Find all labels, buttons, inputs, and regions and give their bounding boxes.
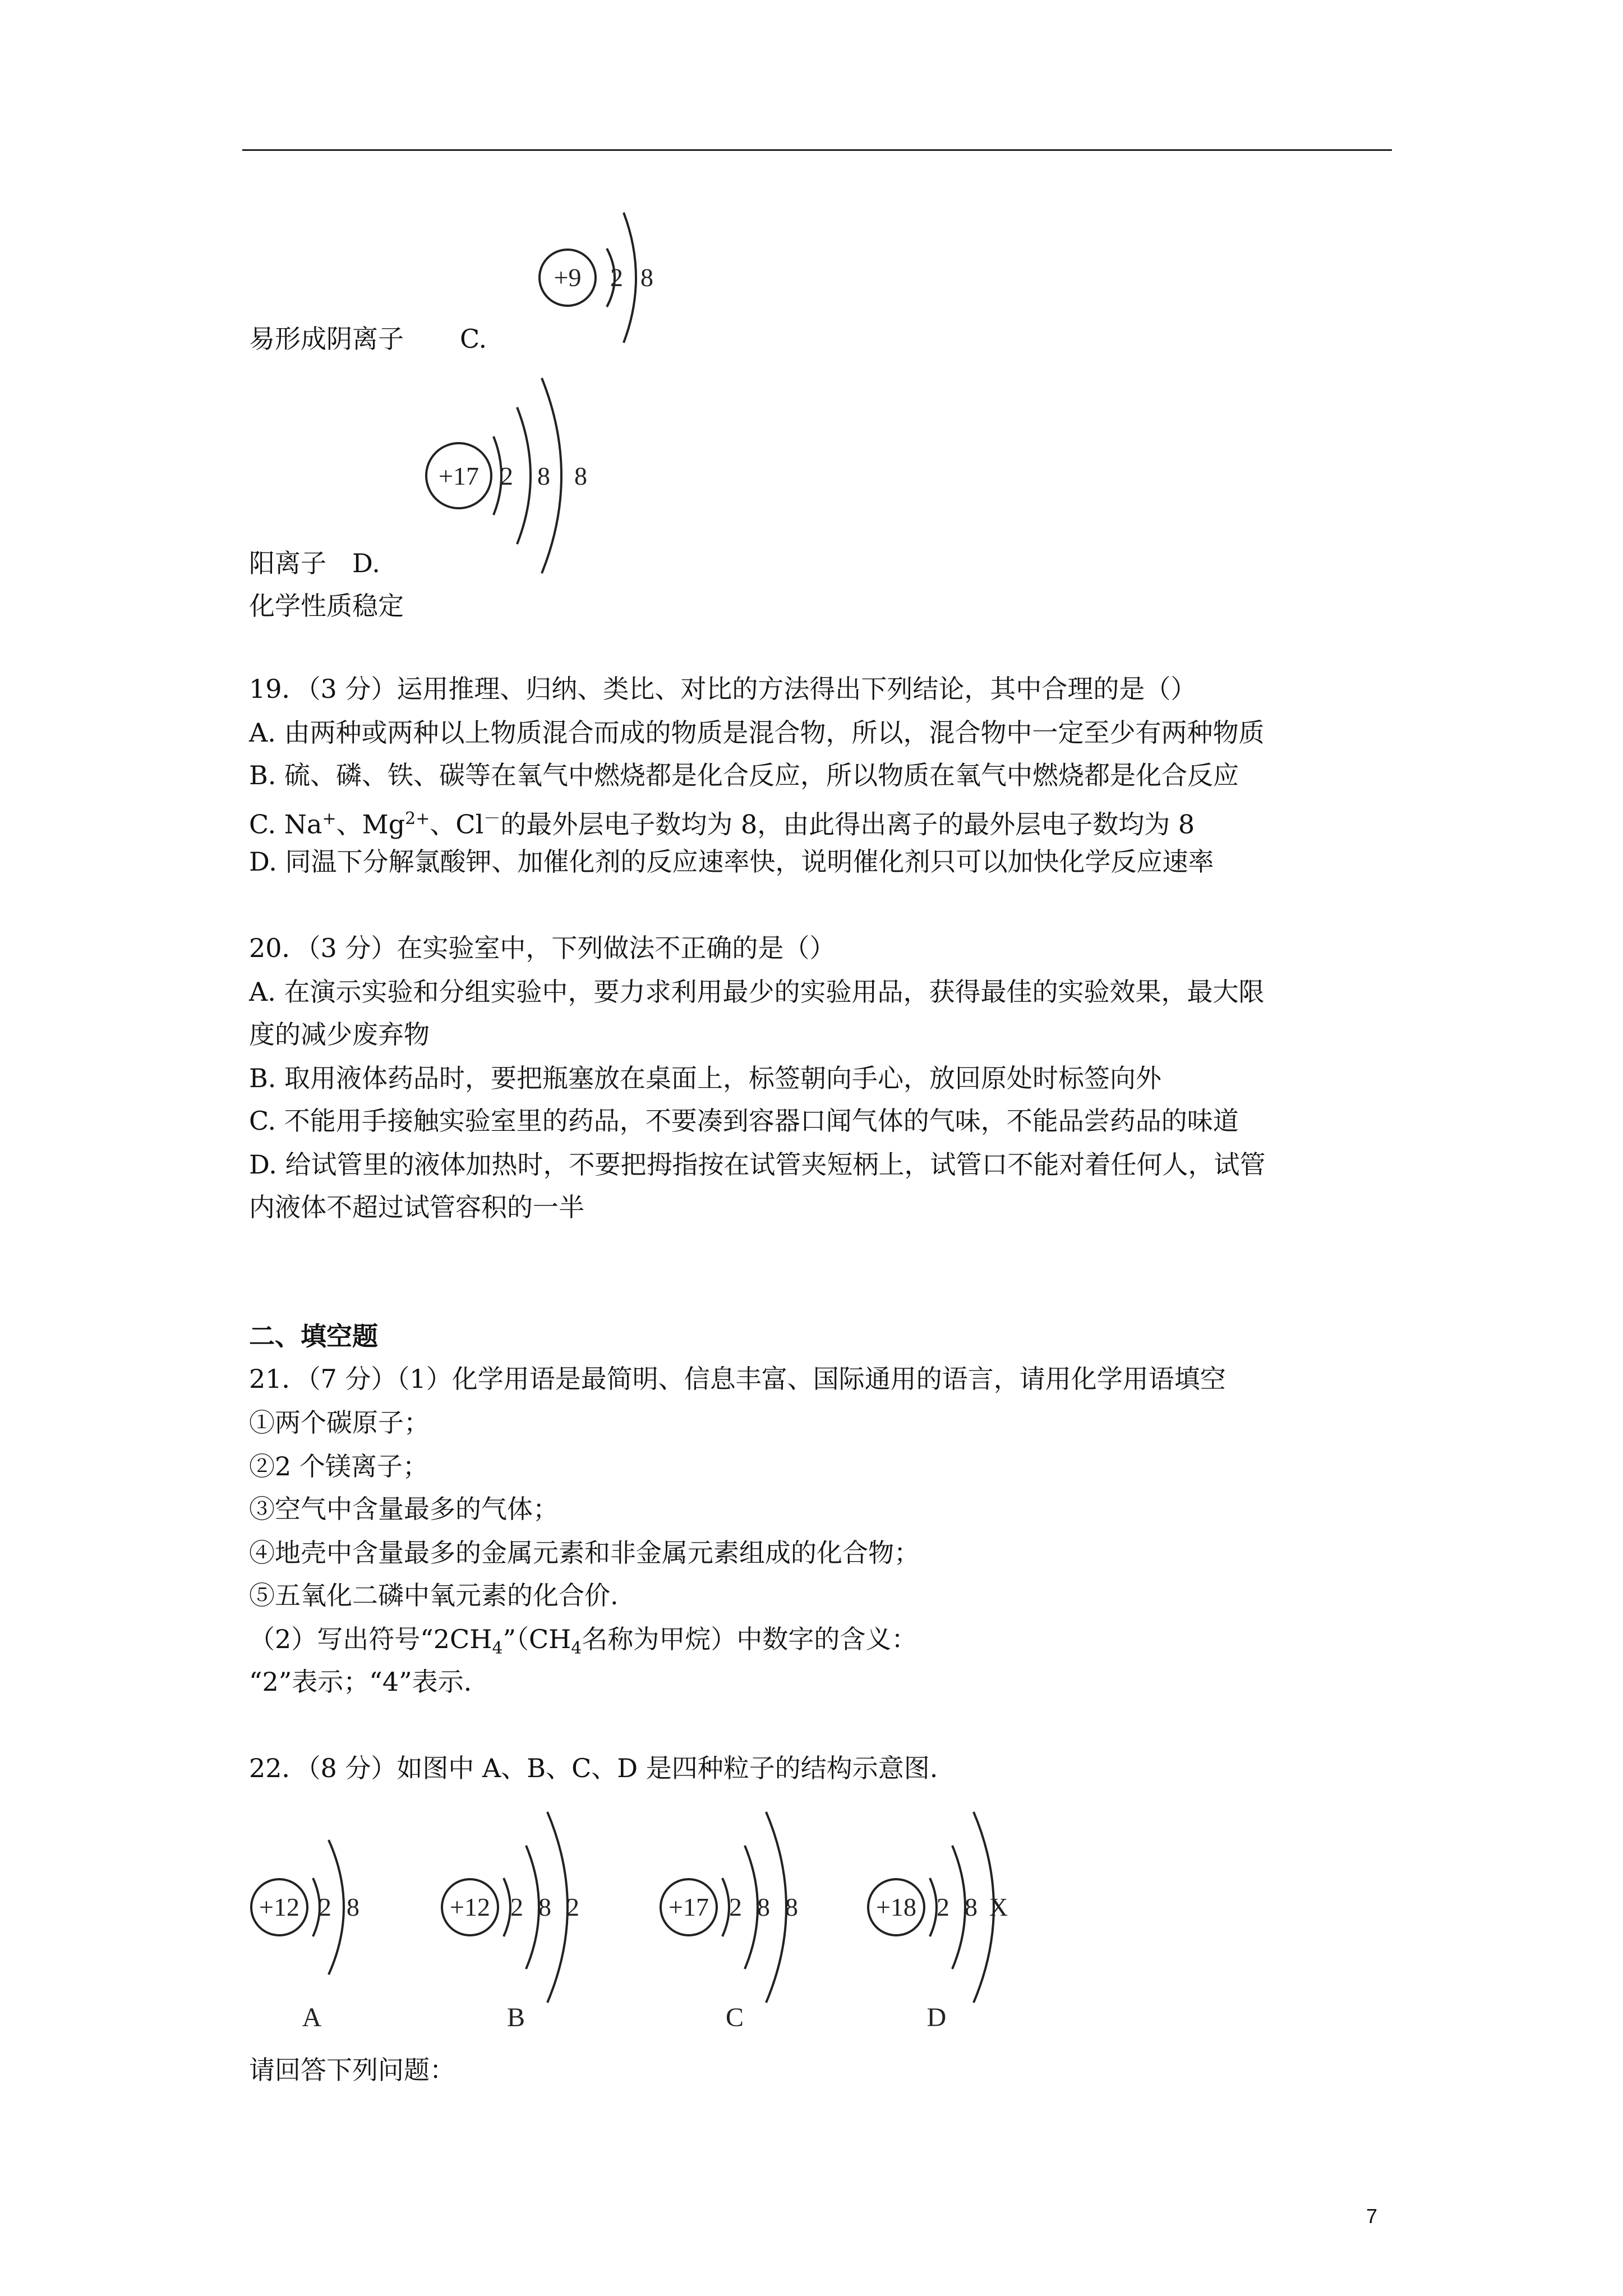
- mg-charge: 2+: [405, 809, 430, 829]
- q19-option-d: D. 同温下分解氯酸钾、加催化剂的反应速率快，说明催化剂只可以加快化学反应速率: [249, 846, 1214, 877]
- nucleus-label: +9: [554, 263, 582, 292]
- nucleus-label: +18: [876, 1893, 916, 1921]
- nucleus-label: +17: [668, 1893, 709, 1921]
- shell-1-count: 2: [937, 1893, 949, 1921]
- q20-option-a-line1: A. 在演示实验和分组实验中，要力求利用最少的实验用品，获得最佳的实验效果，最大限: [249, 977, 1265, 1007]
- shell-2-count: 8: [757, 1893, 770, 1921]
- q21-item-1: ①两个碳原子；: [249, 1407, 430, 1438]
- shell-1-count: 2: [729, 1893, 742, 1921]
- shell-2-count: 8: [537, 462, 550, 490]
- atom-diagram-b: [432, 1806, 611, 2036]
- option-label-c: C.: [460, 324, 487, 354]
- text-run: ”（CH: [502, 1624, 571, 1654]
- shell-2-count: 8: [965, 1893, 978, 1921]
- q20-stem: 20．（3 分）在实验室中，下列做法不正确的是（）: [249, 933, 836, 963]
- diagram-label: B: [506, 2003, 525, 2032]
- q21-item-3: ③空气中含量最多的气体；: [249, 1494, 559, 1524]
- line-text: 阳离子: [249, 548, 326, 578]
- shell-2-count: 8: [347, 1893, 359, 1921]
- nucleus-label: +12: [450, 1893, 490, 1921]
- q21-part2: [249, 1622, 917, 1665]
- na-charge: +: [322, 809, 336, 829]
- q20-option-b: B. 取用液体药品时，要把瓶塞放在桌面上，标签朝向手心，放回原处时标签向外: [249, 1063, 1162, 1093]
- line-stable: 化学性质稳定: [249, 591, 404, 621]
- shell-2-count: 8: [538, 1893, 551, 1921]
- atom-diagram-option-c: [527, 208, 673, 353]
- q21-stem: 21．（7 分）（1）化学用语是最简明、信息丰富、国际通用的语言，请用化学用语填空: [249, 1364, 1226, 1394]
- text-run: C. Na: [249, 809, 322, 840]
- cl-charge: －: [483, 809, 501, 829]
- shell-1-count: 2: [319, 1893, 331, 1921]
- line-text: 易形成阴离子: [249, 324, 404, 354]
- q22-prompt: 请回答下列问题：: [249, 2055, 455, 2085]
- text-run: 名称为甲烷）中数字的含义：: [582, 1624, 917, 1654]
- nucleus-label: +17: [439, 462, 479, 490]
- q21-item-4: ④地壳中含量最多的金属元素和非金属元素组成的化合物；: [249, 1538, 920, 1568]
- line-option-c: [249, 322, 487, 356]
- q20-option-c: C. 不能用手接触实验室里的药品，不要凑到容器口闻气体的气味，不能品尝药品的味道: [249, 1106, 1239, 1136]
- diagram-label: D: [926, 2003, 947, 2032]
- shell-3-count: 2: [566, 1893, 579, 1921]
- text-run: 、Cl: [430, 809, 484, 840]
- atom-diagram-option-d: [415, 370, 606, 572]
- subscript: 4: [492, 1639, 503, 1659]
- page-number: 7: [1366, 2205, 1378, 2228]
- text-run: 的最外层电子数均为 8，由此得出离子的最外层电子数均为 8: [500, 809, 1195, 840]
- diagram-label: C: [725, 2003, 744, 2032]
- q20-option-d-line1: D. 给试管里的液体加热时，不要把拇指按在试管夹短柄上，试管口不能对着任何人，试管: [249, 1149, 1266, 1180]
- shell-3-count: 8: [785, 1893, 798, 1921]
- text-run: 、Mg: [336, 809, 405, 840]
- header-rule: [242, 149, 1392, 151]
- shell-3-count: 8: [574, 462, 587, 490]
- shell-3-count: X: [989, 1893, 1008, 1921]
- subscript: 4: [571, 1639, 582, 1659]
- diagram-label: A: [302, 2003, 322, 2032]
- atom-diagram-d: [858, 1806, 1038, 2036]
- shell-1-count: 2: [500, 462, 513, 490]
- section-title: 二、填空题: [249, 1321, 378, 1351]
- q19-option-b: B. 硫、磷、铁、碳等在氧气中燃烧都是化合反应，所以物质在氧气中燃烧都是化合反应: [249, 760, 1239, 790]
- option-label-d: D.: [352, 548, 380, 578]
- q19-option-c: [249, 802, 1195, 841]
- shell-2-count: 8: [640, 263, 653, 292]
- q21-part2-line2: “2”表示；“4”表示.: [249, 1667, 472, 1697]
- q20-option-d-line2: 内液体不超过试管容积的一半: [249, 1192, 584, 1222]
- line-option-d: [249, 546, 380, 580]
- text-run: （2）写出符号“2CH: [249, 1624, 492, 1654]
- q22-stem: 22．（8 分）如图中 A、B、C、D 是四种粒子的结构示意图.: [249, 1753, 938, 1783]
- q21-item-5: ⑤五氧化二磷中氧元素的化合价.: [249, 1580, 619, 1611]
- q19-stem: 19．（3 分）运用推理、归纳、类比、对比的方法得出下列结论，其中合理的是（）: [249, 674, 1197, 704]
- shell-1-count: 2: [610, 263, 623, 292]
- q21-item-2: ②2 个镁离子；: [249, 1451, 428, 1481]
- shell-1-count: 2: [510, 1893, 523, 1921]
- q20-option-a-line2: 度的减少废弃物: [249, 1019, 430, 1050]
- nucleus-label: +12: [259, 1893, 299, 1921]
- q19-option-a: A. 由两种或两种以上物质混合而成的物质是混合物，所以，混合物中一定至少有两种物质: [249, 717, 1265, 748]
- atom-diagram-c: [651, 1806, 830, 2036]
- atom-diagram-a: [241, 1823, 398, 2036]
